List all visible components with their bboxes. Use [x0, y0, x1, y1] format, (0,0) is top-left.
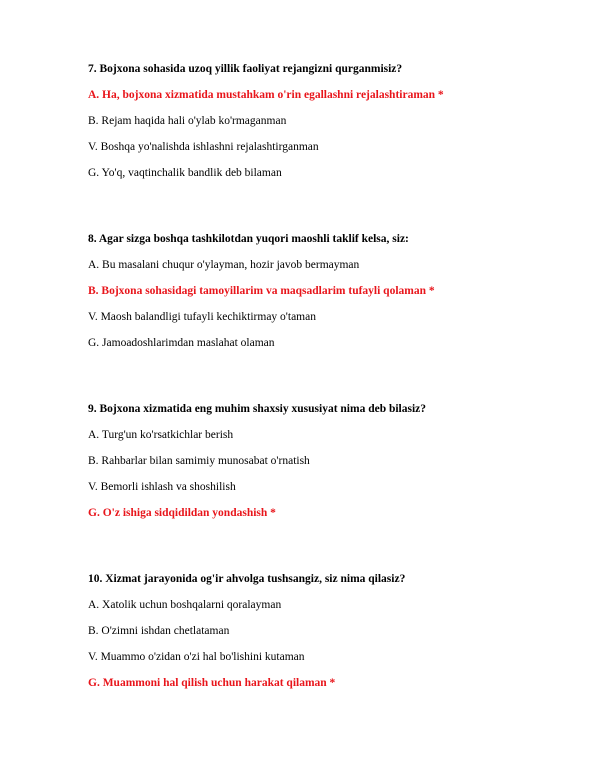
answer-option-correct: G. O'z ishiga sidqidildan yondashish * — [88, 507, 276, 519]
answer-option: B. O'zimni ishdan chetlataman — [88, 625, 230, 637]
question-7 — [88, 62, 568, 180]
answer-option-correct: A. Ha, bojxona xizmatida mustahkam o'rin egallashni rejalashtiraman * — [88, 89, 444, 101]
question-title: 9. Bojxona xizmatida eng muhim shaxsiy xususiyat nima deb bilasiz? — [88, 403, 427, 415]
answer-option: G. Yo'q, vaqtinchalik bandlik deb bilaman — [88, 167, 282, 179]
question-9 — [88, 402, 568, 520]
question-10 — [88, 572, 568, 690]
question-title: 10. Xizmat jarayonida og'ir ahvolga tushsangiz, siz nima qilasiz? — [88, 573, 406, 585]
answer-option: V. Boshqa yo'nalishda ishlashni rejalashtirganman — [88, 141, 319, 153]
answer-option: V. Maosh balandligi tufayli kechiktirmay o'taman — [88, 311, 316, 323]
question-8 — [88, 232, 568, 350]
answer-option: A. Xatolik uchun boshqalarni qoralayman — [88, 599, 282, 611]
answer-option: B. Rahbarlar bilan samimiy munosabat o'rnatish — [88, 455, 310, 467]
answer-option-correct: B. Bojxona sohasidagi tamoyillarim va maqsadlarim tufayli qolaman * — [88, 285, 435, 297]
answer-option: A. Turg'un ko'rsatkichlar berish — [88, 429, 234, 441]
answer-option: G. Jamoadoshlarimdan maslahat olaman — [88, 337, 275, 349]
document-page — [88, 62, 568, 742]
question-title: 8. Agar sizga boshqa tashkilotdan yuqori maoshli taklif kelsa, siz: — [88, 233, 409, 245]
answer-option: A. Bu masalani chuqur o'ylayman, hozir javob bermayman — [88, 259, 360, 271]
answer-option: V. Muammo o'zidan o'zi hal bo'lishini kutaman — [88, 651, 305, 663]
answer-option-correct: G. Muammoni hal qilish uchun harakat qilaman * — [88, 677, 336, 689]
answer-option: V. Bemorli ishlash va shoshilish — [88, 481, 236, 493]
answer-option: B. Rejam haqida hali o'ylab ko'rmaganman — [88, 115, 287, 127]
question-title: 7. Bojxona sohasida uzoq yillik faoliyat rejangizni qurganmisiz? — [88, 63, 403, 75]
